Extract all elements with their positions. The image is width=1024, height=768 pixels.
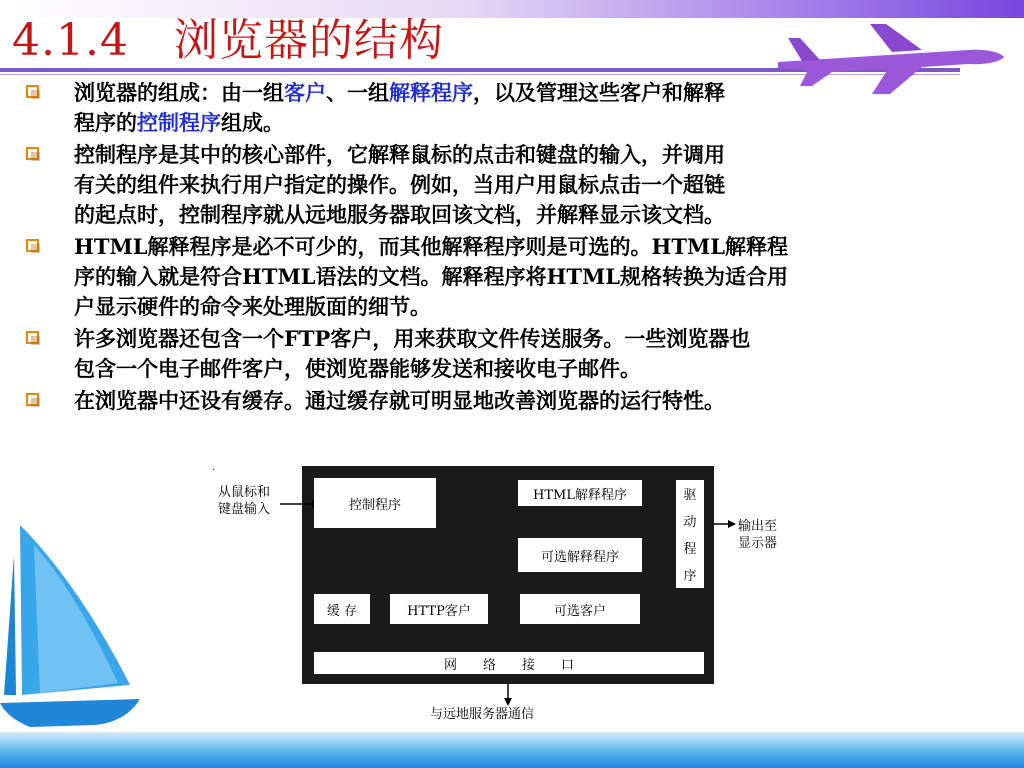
bullet-text: 、一组 (326, 80, 389, 105)
checkbox-bullet-icon (26, 239, 39, 252)
checkbox-bullet-icon (26, 147, 39, 160)
bullet-text: ，以及管理这些客户和解释 (473, 80, 725, 105)
bullet-text: HTML解释程序是必不可少的，而其他解释程序则是可选的。HTML解释程 (74, 234, 788, 259)
driver-program-box (676, 480, 704, 588)
bullet-item (22, 140, 972, 230)
bullet-line (74, 200, 972, 230)
network-interface-box: 网 络 接 口 (314, 652, 704, 674)
driver-char: 程 (683, 542, 697, 557)
bullet-line (74, 354, 972, 384)
input-label-line1: 从鼠标和 (218, 485, 271, 500)
bullet-item (22, 78, 972, 138)
optional-client-box: 可选客户 (520, 594, 640, 624)
diagram-connectors (214, 462, 814, 724)
driver-char: 驱 (683, 488, 697, 503)
bullet-line (74, 386, 972, 416)
checkbox-bullet-icon (26, 85, 39, 98)
bullet-text: 组成。 (221, 110, 284, 135)
control-program-box: 控制程序 (314, 478, 436, 528)
highlighted-term: 控制程序 (137, 110, 221, 135)
bullet-line (74, 262, 972, 292)
bullet-item (22, 386, 972, 416)
bullet-text: 程序的 (74, 110, 137, 135)
sailboat-icon (0, 515, 145, 730)
browser-structure-diagram (214, 462, 814, 724)
bullet-list (22, 78, 972, 418)
remote-server-label: 与远地服务器通信 (430, 707, 535, 722)
output-label-line1: 输出至 (738, 519, 778, 534)
bullet-text: 浏览器的组成：由一组 (74, 80, 284, 105)
input-label-line2: 键盘输入 (218, 502, 271, 517)
bullet-text: 许多浏览器还包含一个FTP客户，用来获取文件传送服务。一些浏览器也 (74, 326, 751, 351)
bullet-line (74, 140, 972, 170)
bullet-line (74, 324, 972, 354)
cache-box: 缓 存 (314, 594, 370, 624)
slide-title: 4.1.4 浏览器的结构 (12, 15, 444, 66)
bullet-line (74, 170, 972, 200)
bullet-item (22, 324, 972, 384)
bullet-text: 的起点时，控制程序就从远地服务器取回该文档，并解释显示该文档。 (74, 202, 725, 227)
driver-char: 动 (683, 515, 697, 530)
highlighted-term: 解释程序 (389, 80, 473, 105)
bullet-line (74, 292, 972, 322)
highlighted-term: 客户 (284, 80, 326, 105)
bullet-line (74, 108, 972, 138)
optional-interpreter-box: 可选解释程序 (518, 538, 642, 572)
bullet-text: 包含一个电子邮件客户，使浏览器能够发送和接收电子邮件。 (74, 356, 641, 381)
bullet-line (74, 78, 972, 108)
bullet-text: 控制程序是其中的核心部件，它解释鼠标的点击和键盘的输入，并调用 (74, 142, 725, 167)
stray-dot: . (212, 462, 216, 473)
bullet-text: 序的输入就是符合HTML语法的文档。解释程序将HTML规格转换为适合用 (74, 264, 788, 289)
bullet-text: 在浏览器中还设有缓存。通过缓存就可明显地改善浏览器的运行特性。 (74, 388, 725, 413)
bullet-text: 户显示硬件的命令来处理版面的细节。 (74, 294, 431, 319)
html-interpreter-box: HTML解释程序 (518, 480, 642, 506)
bullet-text: 有关的组件来执行用户指定的操作。例如，当用户用鼠标点击一个超链 (74, 172, 725, 197)
driver-char: 序 (683, 569, 697, 584)
output-label-line2: 显示器 (738, 536, 778, 551)
bottom-gradient-band (0, 732, 1024, 768)
http-client-box: HTTP客户 (390, 594, 488, 624)
checkbox-bullet-icon (26, 393, 39, 406)
checkbox-bullet-icon (26, 331, 39, 344)
bullet-line (74, 232, 972, 262)
bullet-item (22, 232, 972, 322)
